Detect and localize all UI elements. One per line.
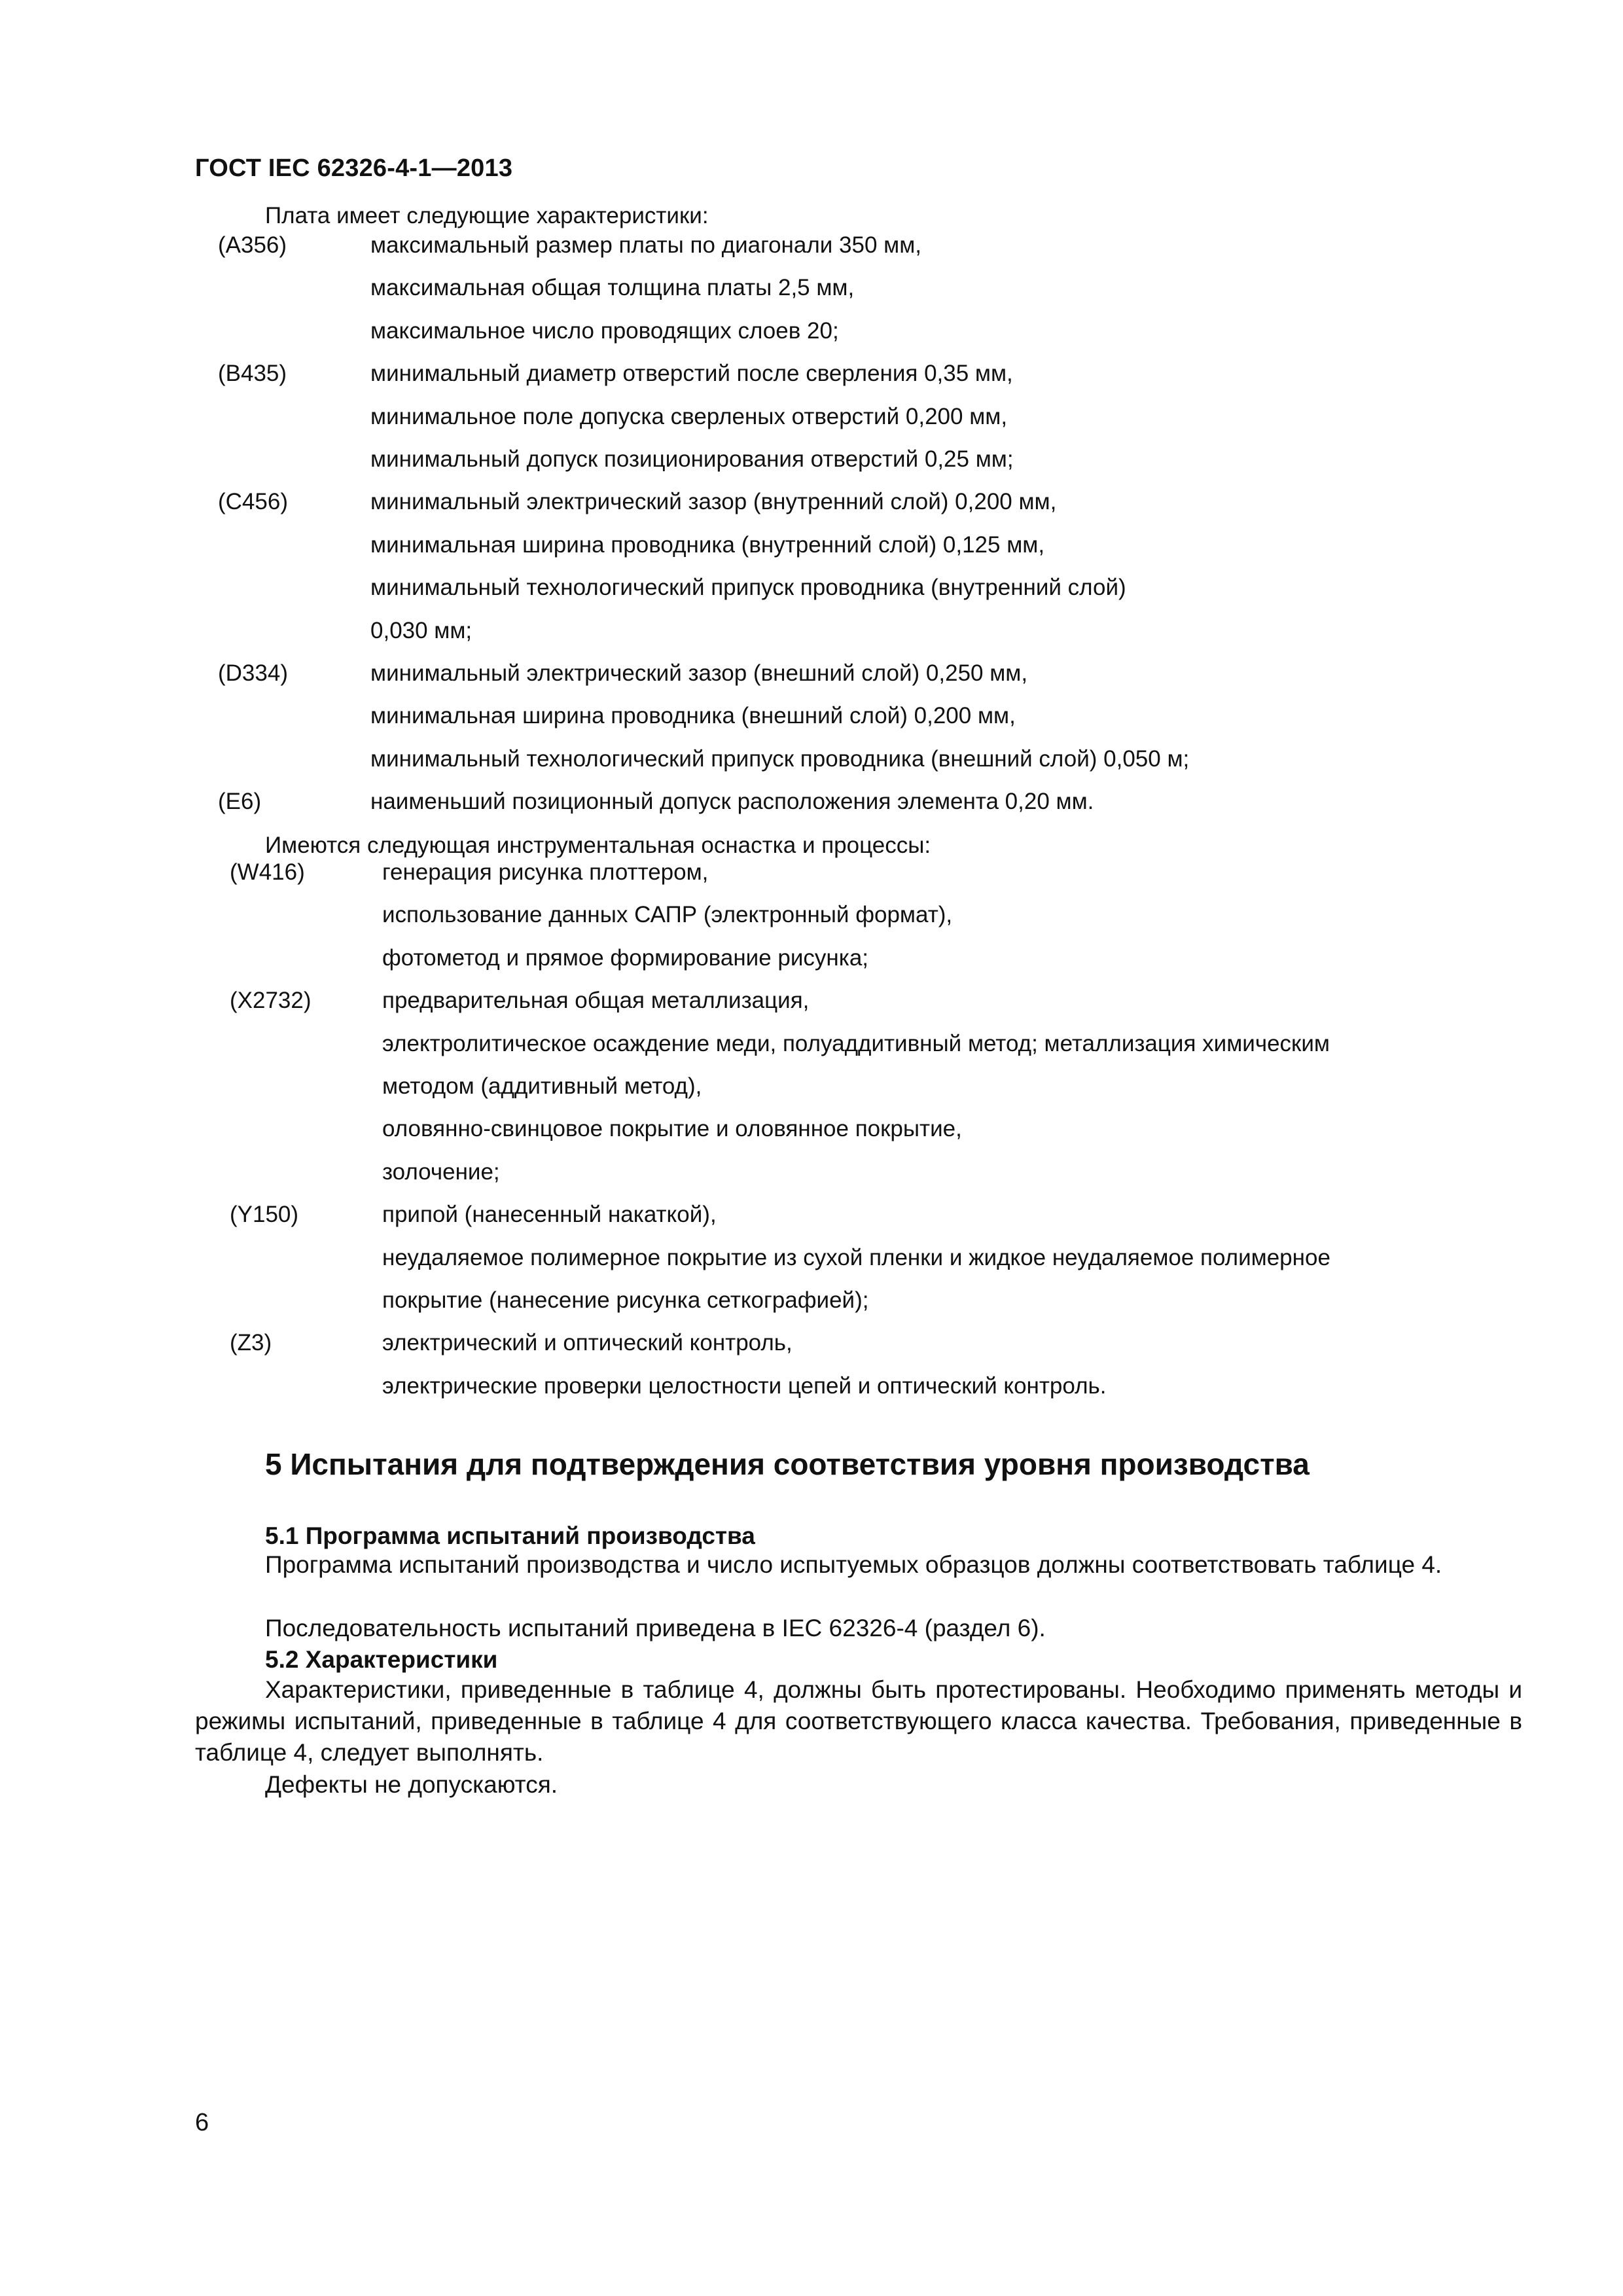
item-text: минимальный электрический зазор (внутренний слой) 0,200 мм, <box>370 489 1057 515</box>
item-text: золочение; <box>382 1158 500 1185</box>
list-item <box>218 232 1344 275</box>
tooling-intro: Имеются следующая инструментальная оснастка и процессы: <box>265 833 931 858</box>
list-item <box>230 1330 1473 1372</box>
item-text: методом (аддитивный метод), <box>382 1073 702 1099</box>
list-item <box>218 361 1344 403</box>
item-code: (W416) <box>230 859 305 885</box>
item-text: покрытие (нанесение рисунка сеткографией); <box>382 1287 869 1313</box>
item-text: фотометод и прямое формирование рисунка; <box>382 944 869 971</box>
paragraph-test-sequence: Последовательность испытаний приведена в IEC 62326-4 (раздел 6). <box>265 1615 1046 1641</box>
list-item <box>218 275 1344 317</box>
item-text: электролитическое осаждение меди, полуаддитивный метод; металлизация химическим <box>382 1030 1330 1056</box>
paragraph-characteristics: Характеристики, приведенные в таблице 4, должны быть протестированы. Необходимо применять методы и режимы испытаний, приведенные в таблице 4 для соответствующего класса качества. Требования, приведенные в таблице 4, следует выполнять. <box>195 1676 1522 1766</box>
list-item <box>230 988 1473 1030</box>
list-item <box>230 902 1473 944</box>
item-text: электрический и оптический контроль, <box>382 1330 793 1356</box>
list-item <box>218 489 1344 531</box>
list-item <box>218 404 1344 446</box>
document-id-header: ГОСТ IEC 62326-4-1—2013 <box>195 154 513 182</box>
item-text: минимальное поле допуска сверленых отверстий 0,200 мм, <box>370 403 1008 429</box>
item-code: (B435) <box>218 361 287 387</box>
item-code: (X2732) <box>230 988 312 1014</box>
item-text: 0,030 мм; <box>370 617 473 643</box>
list-item <box>218 789 1344 831</box>
item-text: минимальный диаметр отверстий после сверления 0,35 мм, <box>370 361 1013 387</box>
page-number: 6 <box>195 2109 209 2136</box>
list-item <box>230 1287 1473 1330</box>
item-code: (A356) <box>218 232 287 258</box>
subsection-heading-5-2: 5.2 Характеристики <box>265 1646 498 1673</box>
list-item <box>218 318 1344 361</box>
subsection-heading-5-1: 5.1 Программа испытаний производства <box>265 1522 755 1549</box>
list-item <box>218 618 1344 660</box>
list-item <box>218 660 1344 703</box>
list-item <box>230 1073 1473 1116</box>
list-item <box>218 532 1344 575</box>
item-text: оловянно-свинцовое покрытие и оловянное покрытие, <box>382 1116 962 1142</box>
list-item <box>218 446 1344 489</box>
list-item <box>230 1031 1473 1073</box>
item-text: припой (нанесенный накаткой), <box>382 1202 717 1228</box>
item-text: минимальный технологический припуск проводника (внутренний слой) <box>370 575 1126 601</box>
paragraph-test-program: Программа испытаний производства и число испытуемых образцов должны соответствовать таблице 4. <box>265 1551 1442 1578</box>
section-heading: 5 Испытания для подтверждения соответствия уровня производства <box>265 1447 1310 1481</box>
item-code: (E6) <box>218 789 262 815</box>
list-item <box>218 575 1344 617</box>
item-text: минимальный технологический припуск проводника (внешний слой) 0,050 м; <box>370 745 1190 772</box>
item-code: (Z3) <box>230 1330 272 1356</box>
item-text: максимальная общая толщина платы 2,5 мм, <box>370 275 855 301</box>
item-code: (D334) <box>218 660 288 686</box>
item-text: использование данных САПР (электронный формат), <box>382 902 953 928</box>
list-item <box>230 945 1473 988</box>
board-characteristics-list <box>218 232 1344 831</box>
list-item <box>218 703 1344 745</box>
item-code: (Y150) <box>230 1202 299 1228</box>
list-item <box>230 1245 1473 1287</box>
item-text: минимальный электрический зазор (внешний слой) 0,250 мм, <box>370 660 1028 686</box>
item-text: предварительная общая металлизация, <box>382 988 810 1014</box>
list-item <box>230 1116 1473 1158</box>
item-text: максимальное число проводящих слоев 20; <box>370 317 839 344</box>
item-text: максимальный размер платы по диагонали 350 мм, <box>370 232 922 258</box>
item-text: минимальная ширина проводника (внешний слой) 0,200 мм, <box>370 703 1016 729</box>
list-item <box>230 1159 1473 1202</box>
item-text: электрические проверки целостности цепей и оптический контроль. <box>382 1372 1107 1399</box>
item-text: минимальная ширина проводника (внутренний слой) 0,125 мм, <box>370 531 1045 558</box>
item-text: неудаляемое полимерное покрытие из сухой пленки и жидкое неудаляемое полимерное <box>382 1244 1330 1270</box>
list-item <box>230 1202 1473 1244</box>
item-text: наименьший позиционный допуск расположения элемента 0,20 мм. <box>370 789 1094 815</box>
list-item <box>218 746 1344 789</box>
item-code: (C456) <box>218 489 288 515</box>
list-item <box>230 859 1473 902</box>
paragraph-defects: Дефекты не допускаются. <box>265 1771 558 1798</box>
board-intro: Плата имеет следующие характеристики: <box>265 203 709 228</box>
tooling-process-list <box>230 859 1473 1416</box>
list-item <box>230 1373 1473 1416</box>
item-text: минимальный допуск позиционирования отверстий 0,25 мм; <box>370 446 1014 472</box>
item-text: генерация рисунка плоттером, <box>382 859 709 885</box>
